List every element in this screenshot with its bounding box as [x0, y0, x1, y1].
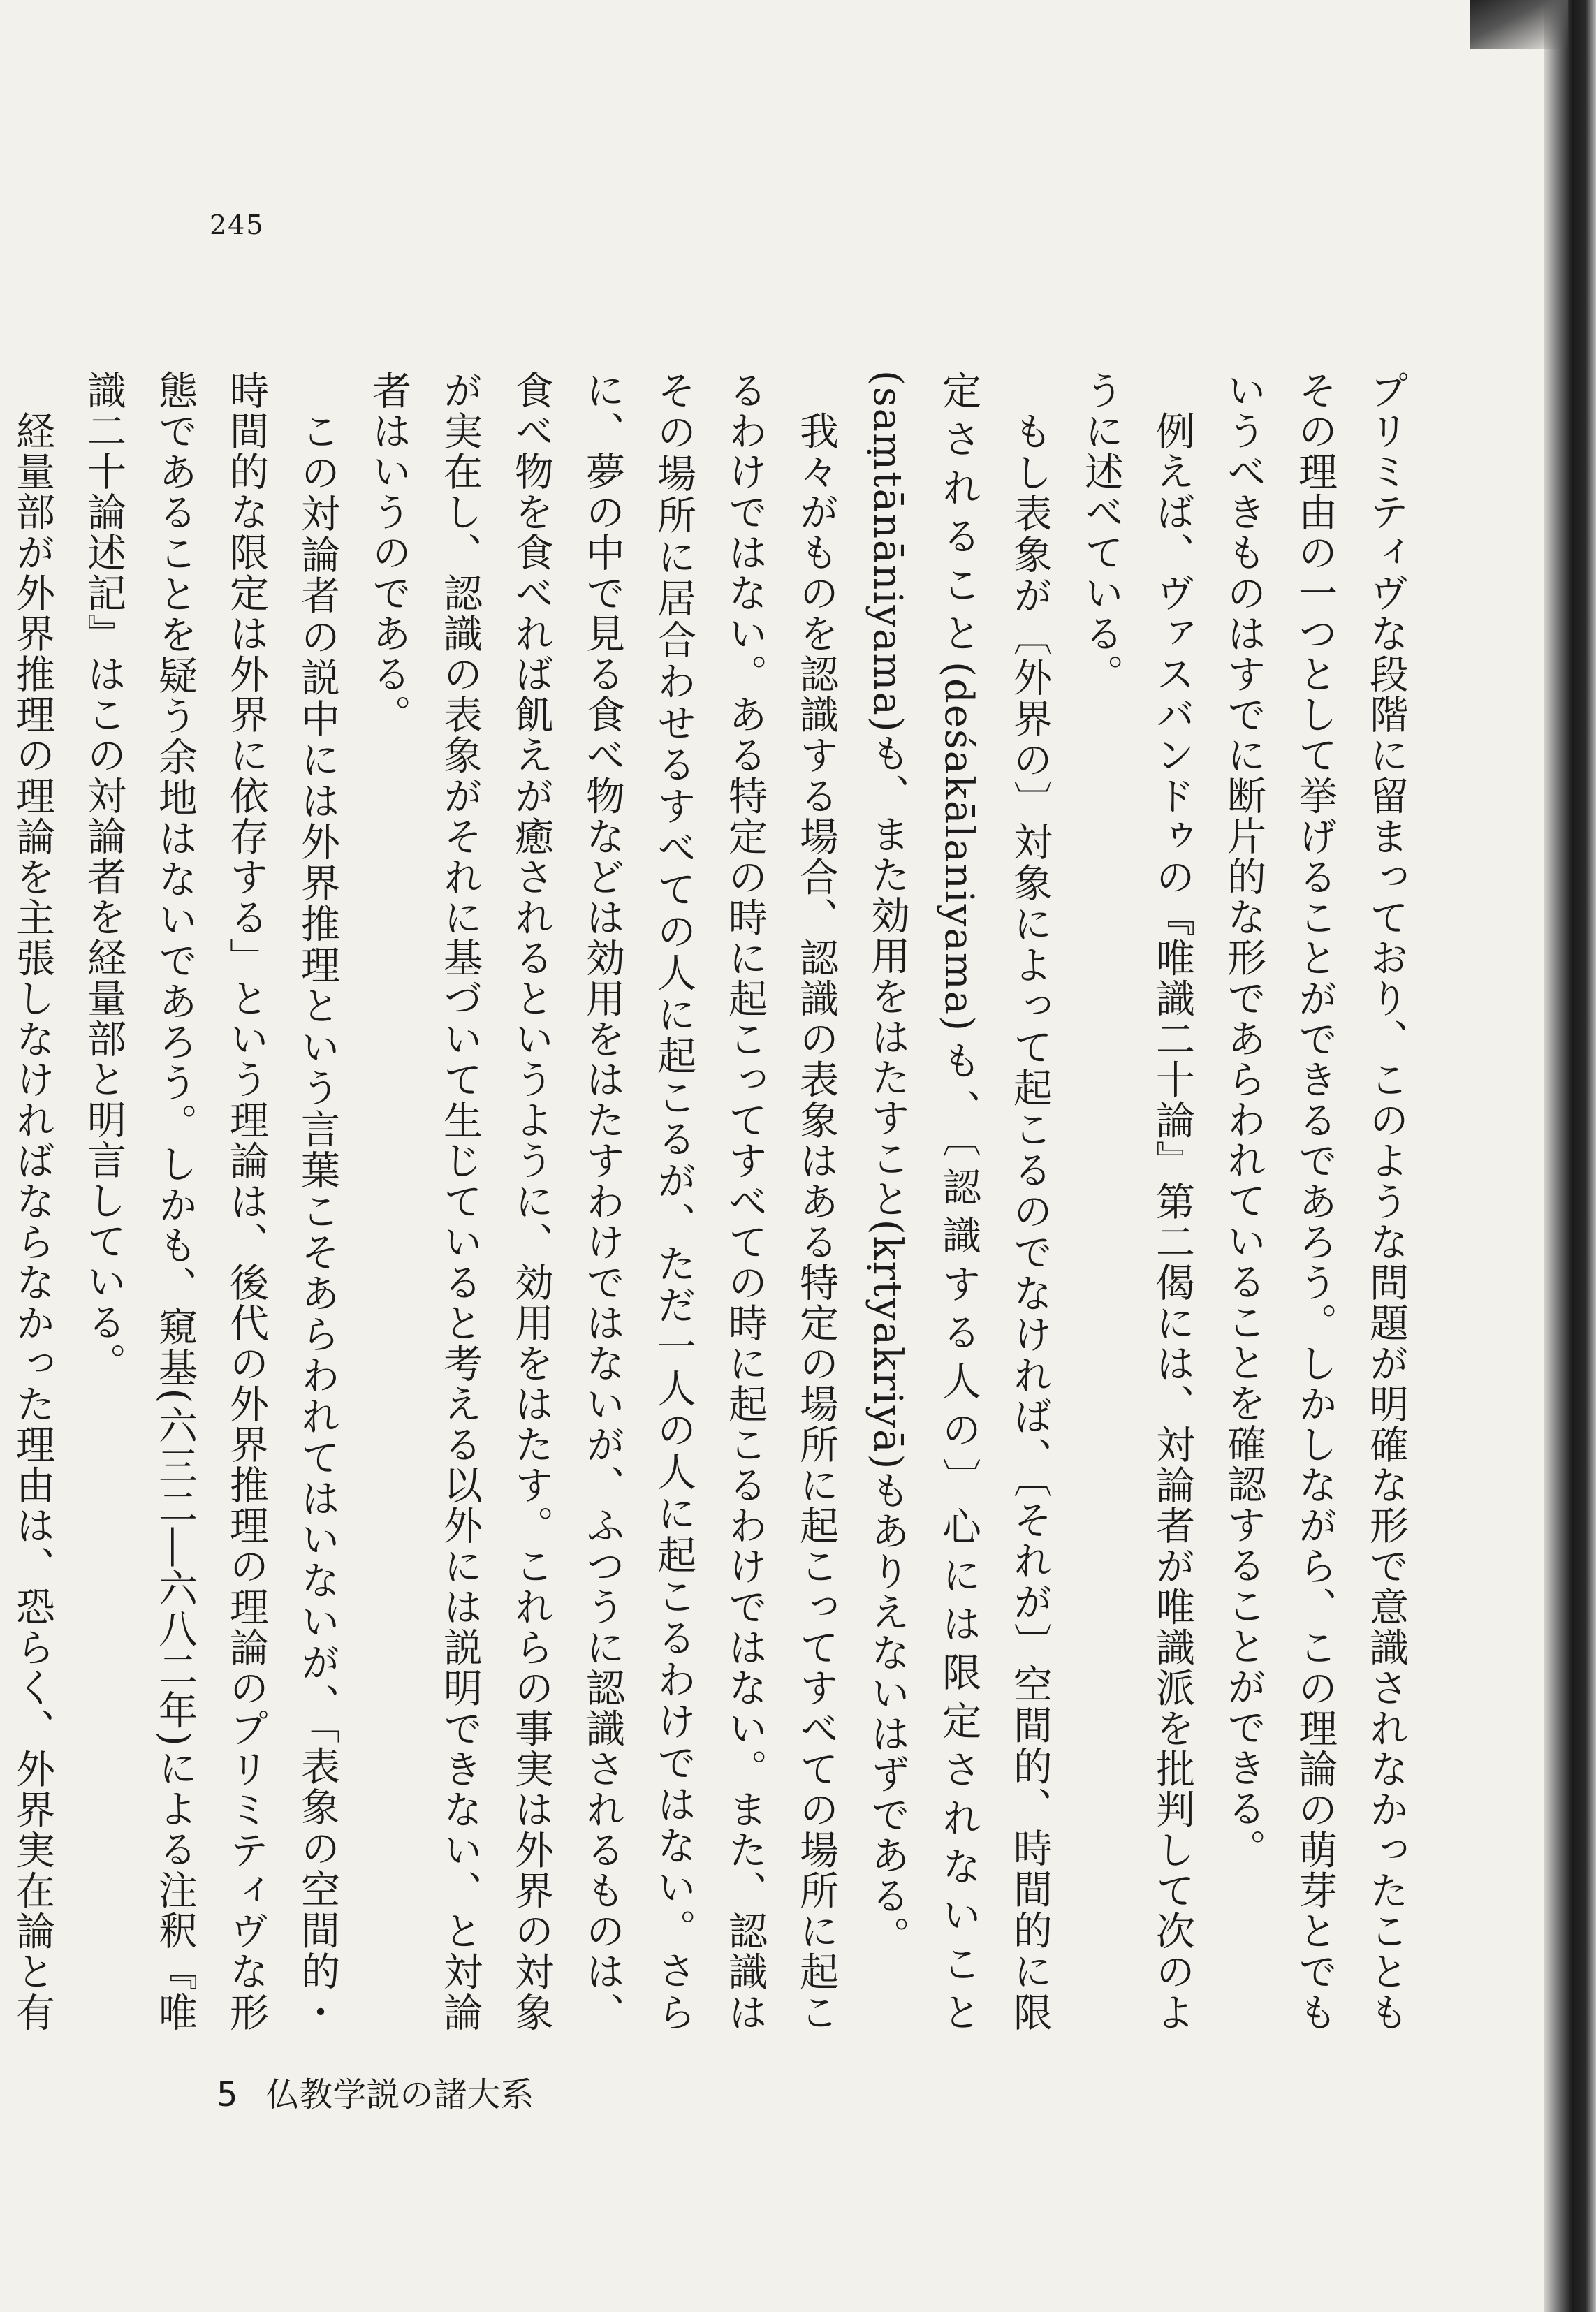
running-footer [217, 2068, 534, 2116]
page-number: 245 [210, 210, 265, 240]
chapter-title: 仏教学説の諸大系 [265, 2075, 534, 2114]
page-corner-shadow [1470, 0, 1568, 49]
book-binding-shadow [1544, 0, 1596, 2312]
body-text: プリミティヴな段階に留まっており、このような問題が明確な形で意識されなかったこともその理由の一つとして挙げることができるであろう。しかしながら、この理論の萌芽とでもいうべきものはすでに断片的な形であらわれていることを確認することができる。 例えば、ヴァスバンドゥの『唯識二十論』第二偈には、対論者が唯識派を批判して次のように述べている。 もし表象が〔外界の〕対象によって起こるのでなければ、〔それが〕空間的、時間的に限定されること(deśakālaniyama)も、〔認識する人の〕心には限定されないこと(saṃtānāniyama)も、また効用をはたすこと(kṛtyakriyā)もありえないはずである。 我々がものを認識する場合、認識の表象はある特定の場所に起こってすべての場所に起こるわけではない。ある特定の時に起こってすべての時に起こるわけではない。また、認識はその場所に居合わせるすべての人に起こるが、ただ一人の人に起こるわけではない。さらに、夢の中で見る食べ物などは効用をはたすわけではないが、ふつうに認識されるものは、食べ物を食べれば飢えが癒されるというように、効用をはたす。これらの事実は外界の対象が実在し、認識の表象がそれに基づいて生じていると考える以外には説明できない、と対論者はいうのである。 この対論者の説中には外界推理という言葉こそあらわれてはいないが、「表象の空間的・時間的な限定は外界に依存する」という理論は、後代の外界推理の理論のプリミティヴな形態であることを疑う余地はないであろう。しかも、窺基(六三二―六八二年)による注釈『唯識二十論述記』はこの対論者を経量部と明言している。 経量部が外界推理の理論を主張しなければならなかった理由は、恐らく、外界実在論と有 [10, 370, 1409, 2033]
chapter-number: 5 [217, 2075, 238, 2114]
